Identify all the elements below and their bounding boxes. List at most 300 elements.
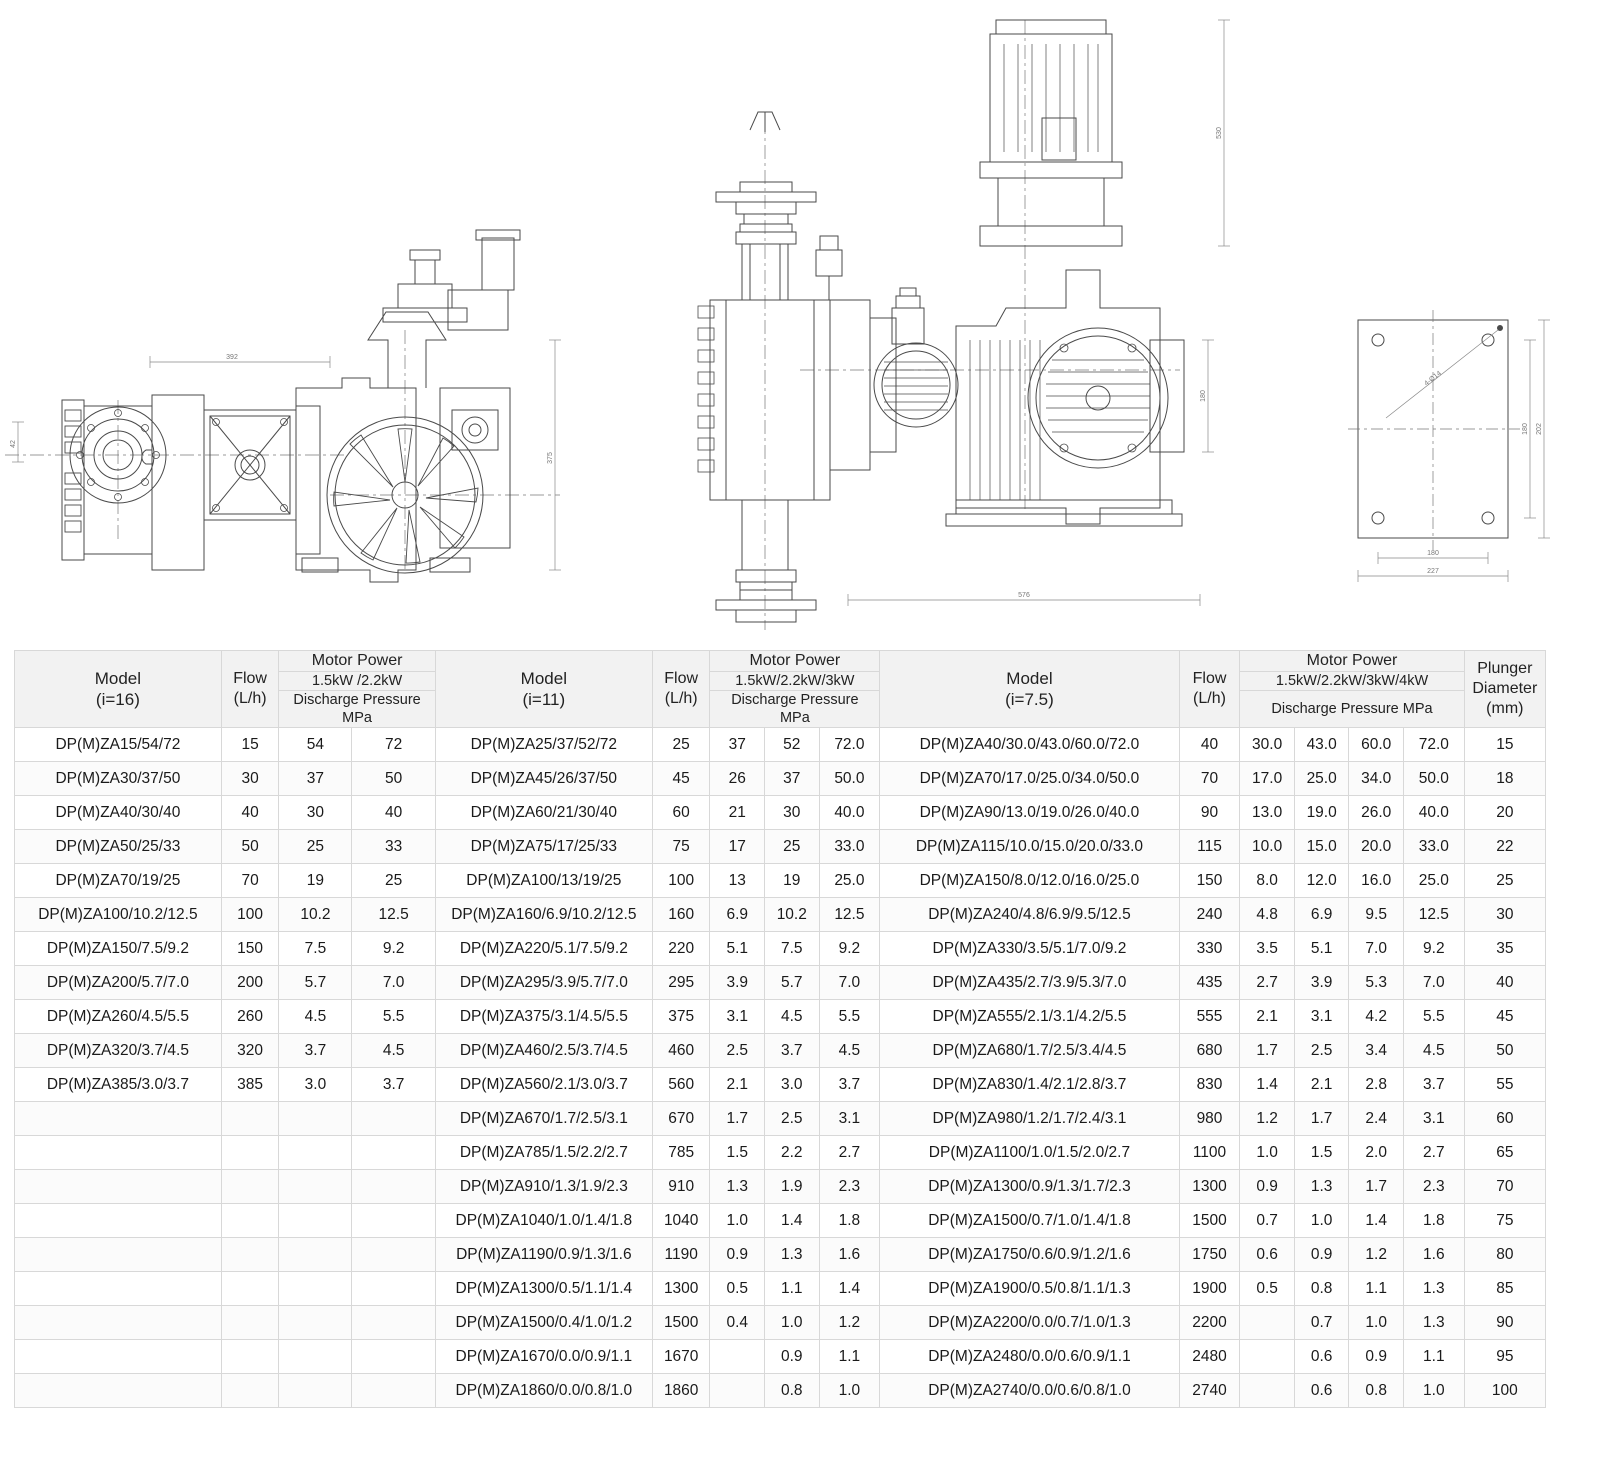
cell-pressure-i75-2: 0.9 — [1294, 1238, 1349, 1272]
cell-model-i75: DP(M)ZA980/1.2/1.7/2.4/3.1 — [880, 1102, 1179, 1136]
cell-flow-i11: 670 — [652, 1102, 710, 1136]
cell-pressure-i16-2 — [352, 1204, 435, 1238]
cell-pressure-i75-2: 0.6 — [1294, 1374, 1349, 1408]
table-row — [15, 1068, 1546, 1102]
cell-pressure-i11-1: 0.4 — [710, 1306, 765, 1340]
cell-flow-i16: 200 — [221, 966, 279, 1000]
header-row-1 — [15, 651, 1546, 672]
cell-pressure-i75-1 — [1240, 1374, 1295, 1408]
cell-pressure-i11-2: 1.0 — [765, 1306, 820, 1340]
cell-pressure-i75-4: 3.7 — [1403, 1068, 1464, 1102]
dimension-label: 202 — [1536, 423, 1543, 435]
cell-pressure-i75-2: 2.1 — [1294, 1068, 1349, 1102]
cell-pressure-i16-2: 5.5 — [352, 1000, 435, 1034]
table-row — [15, 1238, 1546, 1272]
cell-model-i16: DP(M)ZA150/7.5/9.2 — [15, 932, 222, 966]
cell-flow-i75: 830 — [1179, 1068, 1240, 1102]
cell-pressure-i11-1: 3.1 — [710, 1000, 765, 1034]
cell-pressure-i16-2 — [352, 1272, 435, 1306]
cell-pressure-i11-1: 0.5 — [710, 1272, 765, 1306]
dimension-label: 576 — [1018, 592, 1030, 599]
cell-model-i75: DP(M)ZA1500/0.7/1.0/1.4/1.8 — [880, 1204, 1179, 1238]
table-row — [15, 1136, 1546, 1170]
cell-pressure-i75-1: 2.7 — [1240, 966, 1295, 1000]
cell-pressure-i11-2: 3.0 — [765, 1068, 820, 1102]
cell-plunger-diameter: 35 — [1464, 932, 1545, 966]
cell-pressure-i11-1: 6.9 — [710, 898, 765, 932]
table-row — [15, 1374, 1546, 1408]
base-plate-plan-drawing — [1330, 300, 1590, 600]
cell-model-i75: DP(M)ZA555/2.1/3.1/4.2/5.5 — [880, 1000, 1179, 1034]
cell-pressure-i16-1 — [279, 1170, 352, 1204]
cell-model-i75: DP(M)ZA40/30.0/43.0/60.0/72.0 — [880, 728, 1179, 762]
cell-flow-i75: 980 — [1179, 1102, 1240, 1136]
cell-pressure-i75-1 — [1240, 1306, 1295, 1340]
cell-model-i16 — [15, 1238, 222, 1272]
cell-pressure-i11-3: 1.4 — [819, 1272, 880, 1306]
cell-pressure-i75-4: 12.5 — [1403, 898, 1464, 932]
table-row — [15, 864, 1546, 898]
header-flow-i75-line2: (L/h) — [1193, 690, 1226, 708]
cell-pressure-i11-2: 3.7 — [765, 1034, 820, 1068]
cell-pressure-i75-4: 1.6 — [1403, 1238, 1464, 1272]
cell-pressure-i11-1: 1.0 — [710, 1204, 765, 1238]
cell-plunger-diameter: 45 — [1464, 1000, 1545, 1034]
cell-model-i16: DP(M)ZA320/3.7/4.5 — [15, 1034, 222, 1068]
cell-pressure-i75-2: 43.0 — [1294, 728, 1349, 762]
header-discharge-i11 — [710, 691, 880, 728]
cell-plunger-diameter: 80 — [1464, 1238, 1545, 1272]
cell-flow-i16: 70 — [221, 864, 279, 898]
cell-pressure-i16-2: 72 — [352, 728, 435, 762]
cell-model-i11: DP(M)ZA785/1.5/2.2/2.7 — [435, 1136, 652, 1170]
cell-pressure-i16-1: 25 — [279, 830, 352, 864]
cell-flow-i75: 90 — [1179, 796, 1240, 830]
cell-pressure-i16-2 — [352, 1306, 435, 1340]
header-flow-i11-line2: (L/h) — [664, 690, 698, 708]
cell-plunger-diameter: 70 — [1464, 1170, 1545, 1204]
cell-flow-i75: 2200 — [1179, 1306, 1240, 1340]
cell-pressure-i11-3: 5.5 — [819, 1000, 880, 1034]
dimension-label: 530 — [1216, 127, 1223, 139]
cell-pressure-i75-4: 2.7 — [1403, 1136, 1464, 1170]
cell-pressure-i75-1: 0.9 — [1240, 1170, 1295, 1204]
cell-flow-i16 — [221, 1374, 279, 1408]
cell-flow-i16 — [221, 1136, 279, 1170]
header-flow-i16-line2: (L/h) — [233, 690, 267, 708]
cell-pressure-i75-4: 25.0 — [1403, 864, 1464, 898]
table-row — [15, 728, 1546, 762]
cell-flow-i75: 1500 — [1179, 1204, 1240, 1238]
cell-pressure-i75-2: 1.3 — [1294, 1170, 1349, 1204]
cell-flow-i75: 115 — [1179, 830, 1240, 864]
cell-pressure-i16-1: 30 — [279, 796, 352, 830]
cell-flow-i11: 1190 — [652, 1238, 710, 1272]
cell-pressure-i75-4: 5.5 — [1403, 1000, 1464, 1034]
cell-pressure-i16-1: 3.7 — [279, 1034, 352, 1068]
cell-pressure-i75-4: 9.2 — [1403, 932, 1464, 966]
cell-plunger-diameter: 55 — [1464, 1068, 1545, 1102]
cell-model-i11: DP(M)ZA220/5.1/7.5/9.2 — [435, 932, 652, 966]
cell-pressure-i75-2: 0.6 — [1294, 1340, 1349, 1374]
cell-pressure-i11-1: 13 — [710, 864, 765, 898]
cell-pressure-i16-2: 4.5 — [352, 1034, 435, 1068]
cell-pressure-i75-3: 1.0 — [1349, 1306, 1404, 1340]
cell-flow-i16: 50 — [221, 830, 279, 864]
cell-plunger-diameter: 100 — [1464, 1374, 1545, 1408]
cell-pressure-i16-2: 40 — [352, 796, 435, 830]
cell-pressure-i11-1: 26 — [710, 762, 765, 796]
cell-pressure-i75-4: 1.8 — [1403, 1204, 1464, 1238]
cell-model-i75: DP(M)ZA1300/0.9/1.3/1.7/2.3 — [880, 1170, 1179, 1204]
cell-pressure-i11-3: 1.1 — [819, 1340, 880, 1374]
cell-pressure-i75-3: 16.0 — [1349, 864, 1404, 898]
cell-pressure-i11-3: 1.2 — [819, 1306, 880, 1340]
cell-flow-i75: 555 — [1179, 1000, 1240, 1034]
cell-model-i16 — [15, 1102, 222, 1136]
cell-pressure-i11-2: 30 — [765, 796, 820, 830]
cell-pressure-i75-1: 30.0 — [1240, 728, 1295, 762]
cell-model-i11: DP(M)ZA45/26/37/50 — [435, 762, 652, 796]
cell-pressure-i11-3: 1.6 — [819, 1238, 880, 1272]
cell-pressure-i11-2: 52 — [765, 728, 820, 762]
cell-pressure-i75-3: 7.0 — [1349, 932, 1404, 966]
header-discharge-i11-line2: MPa — [779, 710, 810, 727]
header-motor-power-i11: Motor Power — [710, 651, 880, 672]
cell-flow-i11: 460 — [652, 1034, 710, 1068]
cell-pressure-i11-3: 1.8 — [819, 1204, 880, 1238]
cell-flow-i11: 100 — [652, 864, 710, 898]
table-row — [15, 1034, 1546, 1068]
header-model-i75-line1: Model — [1006, 668, 1053, 688]
cell-model-i75: DP(M)ZA330/3.5/5.1/7.0/9.2 — [880, 932, 1179, 966]
cell-pressure-i16-1: 5.7 — [279, 966, 352, 1000]
cell-pressure-i11-2: 0.9 — [765, 1340, 820, 1374]
header-flow-i11 — [652, 651, 710, 728]
cell-model-i16 — [15, 1272, 222, 1306]
header-flow-i75 — [1179, 651, 1240, 728]
cell-model-i16: DP(M)ZA15/54/72 — [15, 728, 222, 762]
cell-model-i75: DP(M)ZA90/13.0/19.0/26.0/40.0 — [880, 796, 1179, 830]
cell-pressure-i75-2: 1.0 — [1294, 1204, 1349, 1238]
cell-pressure-i75-2: 0.7 — [1294, 1306, 1349, 1340]
cell-pressure-i16-2: 33 — [352, 830, 435, 864]
cell-pressure-i16-1 — [279, 1136, 352, 1170]
cell-plunger-diameter: 30 — [1464, 898, 1545, 932]
cell-plunger-diameter: 65 — [1464, 1136, 1545, 1170]
cell-model-i75: DP(M)ZA150/8.0/12.0/16.0/25.0 — [880, 864, 1179, 898]
cell-flow-i75: 1300 — [1179, 1170, 1240, 1204]
cell-pressure-i16-2 — [352, 1238, 435, 1272]
cell-pressure-i75-3: 34.0 — [1349, 762, 1404, 796]
cell-pressure-i16-1 — [279, 1238, 352, 1272]
cell-flow-i11: 220 — [652, 932, 710, 966]
cell-model-i16: DP(M)ZA200/5.7/7.0 — [15, 966, 222, 1000]
cell-pressure-i75-4: 1.0 — [1403, 1374, 1464, 1408]
cell-pressure-i11-2: 1.4 — [765, 1204, 820, 1238]
cell-pressure-i11-2: 2.5 — [765, 1102, 820, 1136]
cell-pressure-i75-3: 2.8 — [1349, 1068, 1404, 1102]
cell-pressure-i11-2: 1.9 — [765, 1170, 820, 1204]
cell-pressure-i75-1: 1.7 — [1240, 1034, 1295, 1068]
cell-pressure-i75-3: 0.8 — [1349, 1374, 1404, 1408]
cell-flow-i11: 375 — [652, 1000, 710, 1034]
cell-pressure-i75-1: 1.2 — [1240, 1102, 1295, 1136]
cell-pressure-i16-1 — [279, 1204, 352, 1238]
table-header — [15, 651, 1546, 728]
cell-pressure-i16-1: 4.5 — [279, 1000, 352, 1034]
cell-pressure-i11-3: 2.7 — [819, 1136, 880, 1170]
header-flow-i11-line1: Flow — [664, 670, 699, 688]
cell-pressure-i11-1: 17 — [710, 830, 765, 864]
cell-pressure-i75-1: 4.8 — [1240, 898, 1295, 932]
cell-pressure-i11-2: 25 — [765, 830, 820, 864]
cell-pressure-i75-3: 2.4 — [1349, 1102, 1404, 1136]
table-row — [15, 1170, 1546, 1204]
header-model-i75-line2: (i=7.5) — [1005, 690, 1054, 710]
cell-pressure-i75-2: 15.0 — [1294, 830, 1349, 864]
cell-pressure-i11-3: 2.3 — [819, 1170, 880, 1204]
cell-model-i75: DP(M)ZA2740/0.0/0.6/0.8/1.0 — [880, 1374, 1179, 1408]
cell-pressure-i11-3: 25.0 — [819, 864, 880, 898]
cell-pressure-i75-2: 12.0 — [1294, 864, 1349, 898]
cell-model-i16: DP(M)ZA70/19/25 — [15, 864, 222, 898]
cell-pressure-i16-1: 3.0 — [279, 1068, 352, 1102]
dimension-label: 375 — [547, 452, 554, 464]
cell-pressure-i75-3: 20.0 — [1349, 830, 1404, 864]
cell-model-i11: DP(M)ZA560/2.1/3.0/3.7 — [435, 1068, 652, 1102]
cell-pressure-i75-1: 0.7 — [1240, 1204, 1295, 1238]
header-model-i16-line1: Model — [94, 668, 142, 688]
front-elevation-drawing — [680, 0, 1280, 640]
specification-table-wrapper — [14, 650, 1546, 1408]
left-side-elevation-drawing — [0, 210, 580, 610]
cell-model-i11: DP(M)ZA1670/0.0/0.9/1.1 — [435, 1340, 652, 1374]
cell-pressure-i16-2: 3.7 — [352, 1068, 435, 1102]
cell-model-i75: DP(M)ZA115/10.0/15.0/20.0/33.0 — [880, 830, 1179, 864]
cell-pressure-i75-1: 0.5 — [1240, 1272, 1295, 1306]
cell-pressure-i75-4: 50.0 — [1403, 762, 1464, 796]
cell-plunger-diameter: 22 — [1464, 830, 1545, 864]
cell-model-i11: DP(M)ZA1500/0.4/1.0/1.2 — [435, 1306, 652, 1340]
header-discharge-i16-line2: MPa — [342, 710, 372, 727]
cell-pressure-i11-3: 12.5 — [819, 898, 880, 932]
table-row — [15, 762, 1546, 796]
cell-flow-i11: 785 — [652, 1136, 710, 1170]
cell-pressure-i11-3: 7.0 — [819, 966, 880, 1000]
cell-plunger-diameter: 25 — [1464, 864, 1545, 898]
table-row — [15, 1340, 1546, 1374]
cell-pressure-i11-1: 1.3 — [710, 1170, 765, 1204]
cell-model-i16: DP(M)ZA40/30/40 — [15, 796, 222, 830]
table-body — [15, 728, 1546, 1408]
cell-flow-i11: 160 — [652, 898, 710, 932]
cell-flow-i11: 25 — [652, 728, 710, 762]
cell-model-i11: DP(M)ZA1190/0.9/1.3/1.6 — [435, 1238, 652, 1272]
header-rating-i75: 1.5kW/2.2kW/3kW/4kW — [1240, 672, 1464, 691]
cell-model-i75: DP(M)ZA2480/0.0/0.6/0.9/1.1 — [880, 1340, 1179, 1374]
cell-flow-i11: 75 — [652, 830, 710, 864]
cell-pressure-i75-3: 2.0 — [1349, 1136, 1404, 1170]
cell-flow-i11: 560 — [652, 1068, 710, 1102]
cell-flow-i11: 910 — [652, 1170, 710, 1204]
cell-pressure-i11-2: 37 — [765, 762, 820, 796]
header-motor-power-i75: Motor Power — [1240, 651, 1464, 672]
cell-pressure-i75-1: 3.5 — [1240, 932, 1295, 966]
cell-flow-i75: 2480 — [1179, 1340, 1240, 1374]
cell-pressure-i11-1 — [710, 1374, 765, 1408]
cell-pressure-i16-1 — [279, 1340, 352, 1374]
cell-pressure-i11-3: 33.0 — [819, 830, 880, 864]
cell-model-i16: DP(M)ZA385/3.0/3.7 — [15, 1068, 222, 1102]
cell-pressure-i11-3: 3.7 — [819, 1068, 880, 1102]
cell-pressure-i75-2: 6.9 — [1294, 898, 1349, 932]
cell-flow-i75: 1100 — [1179, 1136, 1240, 1170]
header-discharge-i16-line1: Discharge Pressure — [293, 692, 421, 709]
cell-pressure-i16-2 — [352, 1136, 435, 1170]
cell-flow-i16 — [221, 1204, 279, 1238]
cell-pressure-i11-1: 21 — [710, 796, 765, 830]
cell-model-i11: DP(M)ZA60/21/30/40 — [435, 796, 652, 830]
cell-flow-i16 — [221, 1102, 279, 1136]
cell-flow-i16 — [221, 1238, 279, 1272]
table-row — [15, 898, 1546, 932]
cell-model-i11: DP(M)ZA460/2.5/3.7/4.5 — [435, 1034, 652, 1068]
header-plunger-line3: (mm) — [1486, 700, 1524, 718]
cell-pressure-i11-3: 50.0 — [819, 762, 880, 796]
cell-flow-i75: 435 — [1179, 966, 1240, 1000]
cell-pressure-i11-1: 5.1 — [710, 932, 765, 966]
cell-plunger-diameter: 75 — [1464, 1204, 1545, 1238]
cell-flow-i16 — [221, 1306, 279, 1340]
header-rating-i11: 1.5kW/2.2kW/3kW — [710, 672, 880, 691]
cell-pressure-i11-1: 0.9 — [710, 1238, 765, 1272]
cell-pressure-i75-3: 5.3 — [1349, 966, 1404, 1000]
cell-pressure-i75-1: 13.0 — [1240, 796, 1295, 830]
cell-pressure-i75-2: 3.9 — [1294, 966, 1349, 1000]
cell-flow-i75: 330 — [1179, 932, 1240, 966]
cell-model-i75: DP(M)ZA2200/0.0/0.7/1.0/1.3 — [880, 1306, 1179, 1340]
cell-pressure-i11-1 — [710, 1340, 765, 1374]
cell-model-i75: DP(M)ZA1900/0.5/0.8/1.1/1.3 — [880, 1272, 1179, 1306]
cell-model-i11: DP(M)ZA100/13/19/25 — [435, 864, 652, 898]
header-motor-power-i16: Motor Power — [279, 651, 435, 672]
cell-flow-i16: 385 — [221, 1068, 279, 1102]
header-discharge-i75: Discharge Pressure MPa — [1240, 691, 1464, 728]
cell-pressure-i75-3: 3.4 — [1349, 1034, 1404, 1068]
table-row — [15, 1102, 1546, 1136]
cell-model-i11: DP(M)ZA160/6.9/10.2/12.5 — [435, 898, 652, 932]
cell-pressure-i11-3: 72.0 — [819, 728, 880, 762]
cell-pressure-i16-1: 10.2 — [279, 898, 352, 932]
cell-pressure-i75-3: 26.0 — [1349, 796, 1404, 830]
technical-drawings-panel — [0, 0, 1600, 640]
table-row — [15, 1204, 1546, 1238]
cell-pressure-i11-2: 0.8 — [765, 1374, 820, 1408]
cell-flow-i11: 1670 — [652, 1340, 710, 1374]
table-row — [15, 830, 1546, 864]
cell-plunger-diameter: 18 — [1464, 762, 1545, 796]
dimension-label: 392 — [226, 354, 238, 361]
cell-pressure-i11-3: 40.0 — [819, 796, 880, 830]
cell-model-i75: DP(M)ZA435/2.7/3.9/5.3/7.0 — [880, 966, 1179, 1000]
cell-flow-i75: 70 — [1179, 762, 1240, 796]
table-row — [15, 932, 1546, 966]
cell-pressure-i16-2: 9.2 — [352, 932, 435, 966]
table-row — [15, 966, 1546, 1000]
cell-pressure-i75-1: 2.1 — [1240, 1000, 1295, 1034]
cell-pressure-i75-4: 2.3 — [1403, 1170, 1464, 1204]
header-model-i11-line1: Model — [520, 668, 567, 688]
cell-pressure-i75-4: 33.0 — [1403, 830, 1464, 864]
cell-pressure-i16-2: 50 — [352, 762, 435, 796]
cell-pressure-i75-2: 19.0 — [1294, 796, 1349, 830]
cell-model-i75: DP(M)ZA830/1.4/2.1/2.8/3.7 — [880, 1068, 1179, 1102]
cell-flow-i75: 2740 — [1179, 1374, 1240, 1408]
cell-model-i11: DP(M)ZA910/1.3/1.9/2.3 — [435, 1170, 652, 1204]
cell-pressure-i75-4: 1.1 — [1403, 1340, 1464, 1374]
cell-flow-i16: 40 — [221, 796, 279, 830]
cell-plunger-diameter: 85 — [1464, 1272, 1545, 1306]
cell-pressure-i75-3: 0.9 — [1349, 1340, 1404, 1374]
dimension-label: 227 — [1427, 568, 1439, 575]
cell-model-i75: DP(M)ZA240/4.8/6.9/9.5/12.5 — [880, 898, 1179, 932]
cell-pressure-i11-3: 4.5 — [819, 1034, 880, 1068]
cell-pressure-i75-1: 8.0 — [1240, 864, 1295, 898]
cell-pressure-i75-2: 5.1 — [1294, 932, 1349, 966]
table-row — [15, 796, 1546, 830]
hole-callout-label: 4-Ø14 — [1423, 370, 1443, 388]
cell-pressure-i11-2: 1.1 — [765, 1272, 820, 1306]
cell-flow-i75: 150 — [1179, 864, 1240, 898]
cell-pressure-i75-2: 25.0 — [1294, 762, 1349, 796]
cell-flow-i75: 240 — [1179, 898, 1240, 932]
header-plunger-line2: Diameter — [1472, 680, 1538, 698]
cell-flow-i75: 680 — [1179, 1034, 1240, 1068]
cell-pressure-i75-2: 1.5 — [1294, 1136, 1349, 1170]
cell-pressure-i75-3: 1.7 — [1349, 1170, 1404, 1204]
header-model-i16-line2: (i=16) — [95, 690, 140, 710]
cell-pressure-i11-1: 2.1 — [710, 1068, 765, 1102]
cell-pressure-i11-3: 1.0 — [819, 1374, 880, 1408]
cell-model-i11: DP(M)ZA295/3.9/5.7/7.0 — [435, 966, 652, 1000]
cell-flow-i11: 60 — [652, 796, 710, 830]
cell-pressure-i75-1: 1.4 — [1240, 1068, 1295, 1102]
header-model-i16 — [15, 651, 222, 728]
table-row — [15, 1000, 1546, 1034]
cell-pressure-i11-1: 1.7 — [710, 1102, 765, 1136]
cell-model-i11: DP(M)ZA1860/0.0/0.8/1.0 — [435, 1374, 652, 1408]
cell-pressure-i75-2: 3.1 — [1294, 1000, 1349, 1034]
cell-flow-i75: 40 — [1179, 728, 1240, 762]
header-plunger-diameter — [1464, 651, 1545, 728]
header-discharge-i11-line1: Discharge Pressure — [731, 692, 859, 709]
dimension-label: 180 — [1200, 390, 1207, 402]
cell-pressure-i16-2: 12.5 — [352, 898, 435, 932]
cell-flow-i16: 15 — [221, 728, 279, 762]
cell-pressure-i11-1: 1.5 — [710, 1136, 765, 1170]
cell-pressure-i75-1 — [1240, 1340, 1295, 1374]
cell-pressure-i16-2 — [352, 1340, 435, 1374]
cell-pressure-i16-2: 7.0 — [352, 966, 435, 1000]
cell-model-i16 — [15, 1170, 222, 1204]
cell-pressure-i11-2: 5.7 — [765, 966, 820, 1000]
cell-pressure-i16-2 — [352, 1170, 435, 1204]
cell-pressure-i75-4: 1.3 — [1403, 1272, 1464, 1306]
cell-plunger-diameter: 60 — [1464, 1102, 1545, 1136]
cell-pressure-i16-1 — [279, 1102, 352, 1136]
cell-flow-i16: 260 — [221, 1000, 279, 1034]
